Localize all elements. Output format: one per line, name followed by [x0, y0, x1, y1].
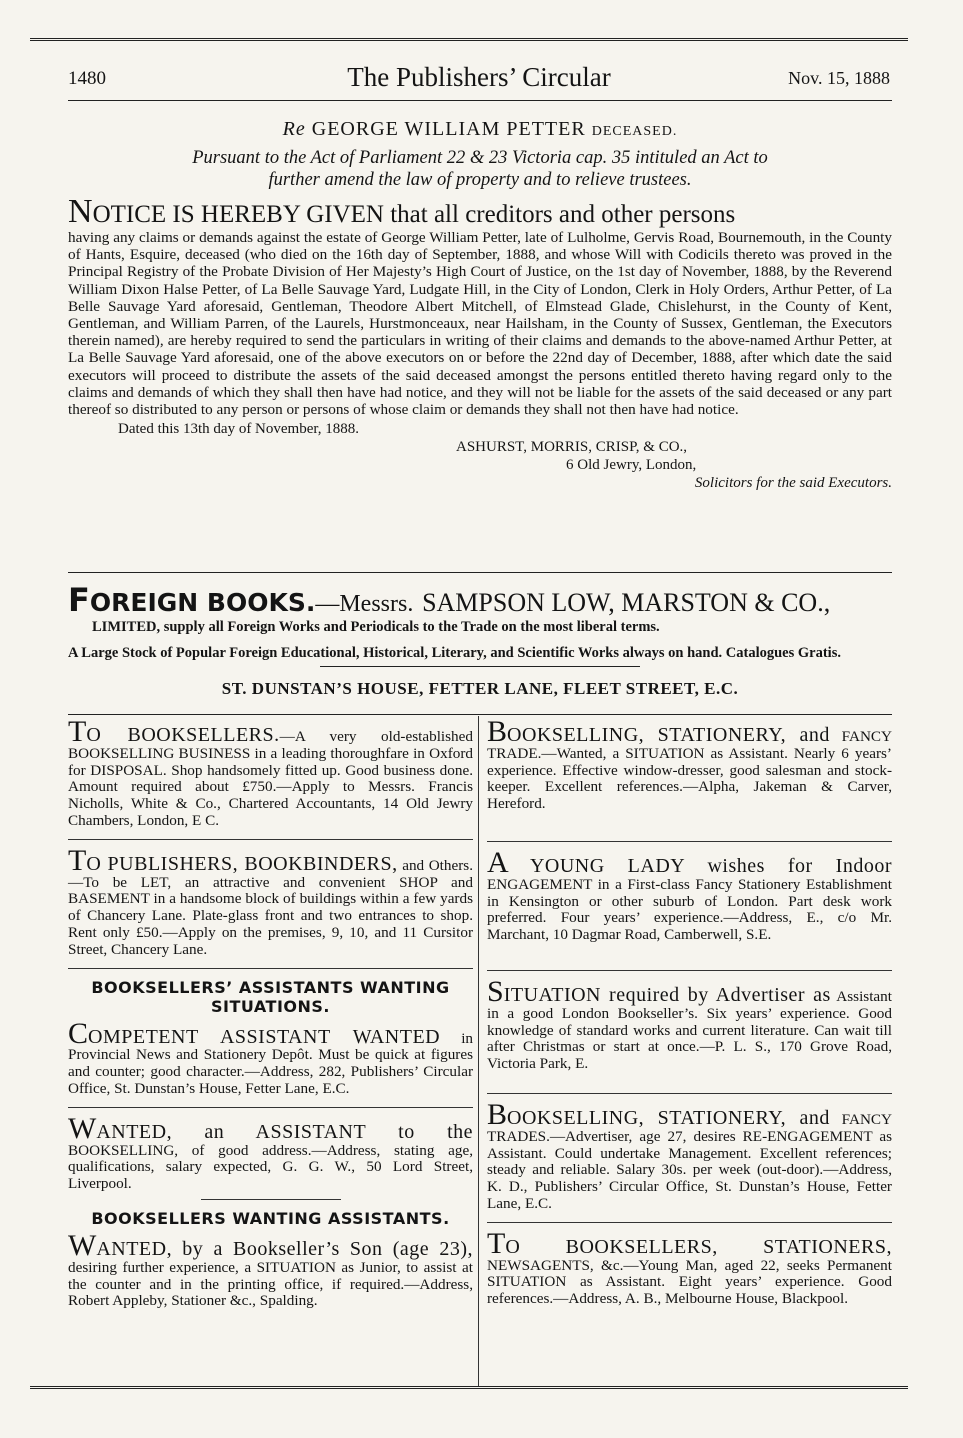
notice-dated: Dated this 13th day of November, 1888.: [118, 421, 360, 438]
ad-dropcap: A: [487, 845, 509, 879]
page-header: [68, 62, 890, 94]
notice-act-line1: Pursuant to the Act of Parliament 22 & 23 Victoria cap. 35 intituled an Act to: [192, 148, 768, 168]
ad-competent-assistant: [68, 1016, 474, 1098]
ad-text: in Provincial News and Stationery Depôt. Must be quick at figures and counter; good character.—Address, 282, Publishers’ Circular Office, St. Dunstan’s House, Fetter Lane, E.C.: [68, 1029, 474, 1097]
foreign-books-heading: [68, 581, 892, 619]
ad-heading: OMPETENT ASSISTANT WANTED: [88, 1025, 441, 1048]
notice-title: [68, 118, 892, 141]
ad-text: FANCY TRADES.—Advertiser, age 27, desires RE-ENGAGEMENT as Assistant. Could undertake Management. Excellent references; steady and reliable. Salary 30s. per week (out-door).—Address, K. D., Publishers’ Circular Office, St. Dunstan’s House, Fetter Lane, E.C.: [487, 1110, 893, 1212]
ad-fancy-trade-situation: [487, 715, 893, 813]
notice-body: having any claims or demands against the estate of George William Petter, late of Lulholme, Gervis Road, Bournemouth, in the County of Hants, Esquire, deceased (who died on the 16th day of September, 1888, and whose Will with Codicils thereto was proved in the Principal Registry of the Probate Division of Her Majesty’s High Court of Justice, on the 1st day of November, 1888, by the Reverend William Dixon Halse Petter, of La Belle Sauvage Yard, Ludgate Hill, in the City of London, Clerk in Holy Orders, Arthur Petter, of La Belle Sauvage Yard aforesaid, Gentleman, Theodore Albert Mitchell, of Elmstead Glade, Chislehurst, in the County of Kent, Gentleman, and William Parren, of the Laurels, Hurstmonceaux, near Hailsham, in the County of Sussex, Gentleman, the Executors therein named), are hereby required to send the particulars in writing of their claims and demands to the above-named Arthur Petter, at La Belle Sauvage Yard aforesaid, one of the above executors on or before the 22nd day of December, 1888, after which date the said executors will proceed to distribute the assets of the said deceased amongst the persons entitled thereto having regard only to the claims and demands of which they shall then have had notice, and they will not be liable for the assets of the said deceased or any part thereof so distributed to any person or persons of whose claim or demands they shall not then have had notice.: [68, 229, 892, 419]
ad-heading: OOKSELLING, STATIONERY, and: [507, 1106, 830, 1129]
ad-heading: ANTED, by a Bookseller’s Son (age 23),: [96, 1237, 473, 1260]
signature-address: 6 Old Jewry, London,: [566, 457, 697, 474]
ad-heading: O BOOKSELLERS.: [86, 724, 280, 746]
ad-re-engagement: [487, 1097, 893, 1213]
ad-text: NEWSAGENTS, &c.—Young Man, aged 22, seeks Permanent SITUATION as Assistant. Eight years’ experience. Good references.—Address, A. B., Melbourne House, Blackpool.: [487, 1256, 892, 1308]
ad-separator: [68, 839, 473, 840]
notice-deceased-name: GEORGE WILLIAM PETTER: [311, 118, 586, 140]
foreign-title: OREIGN BOOKS.: [89, 588, 316, 617]
notice-rule: [68, 572, 892, 573]
ad-newsagents: [487, 1226, 892, 1308]
ad-oxford-bookselling: [68, 715, 473, 830]
notice-deceased-label: DECEASED.: [591, 124, 678, 139]
foreign-books-ad: [68, 581, 892, 699]
issue-date: Nov. 15, 1888: [788, 68, 890, 88]
ad-separator: [68, 1107, 473, 1108]
ad-separator: [487, 841, 892, 842]
legal-notice: [68, 118, 892, 492]
ad-separator: [487, 970, 892, 971]
foreign-books-address: ST. DUNSTAN’S HOUSE, FETTER LANE, FLEET STREET, E.C.: [221, 679, 739, 698]
left-column: [68, 715, 474, 1310]
ad-heading: O BOOKSELLERS, STATIONERS,: [505, 1235, 892, 1258]
ad-wanted-assistant: [68, 1111, 473, 1193]
notice-re: Re: [282, 118, 306, 140]
header-rule: [68, 100, 892, 101]
columns-top-rule: [68, 714, 892, 715]
ad-dropcap: T: [487, 1226, 506, 1260]
ad-separator: [487, 1222, 892, 1223]
section-wanting-assistants: BOOKSELLERS WANTING ASSISTANTS.: [91, 1208, 450, 1228]
ad-booksellers-son: [68, 1228, 473, 1310]
ad-text: FANCY TRADE.—Wanted, a SITUATION as Assistant. Nearly 6 years’ experience. Effective window-dresser, good salesman and stock-keeper. Excellent references.—Alpha, Jakeman & Carver, Hereford.: [487, 728, 893, 813]
signature-firm: ASHURST, MORRIS, CRISP, & CO.,: [456, 439, 688, 456]
foreign-separator: [320, 666, 640, 667]
ad-text: —A very old-established BOOKSELLING BUSINESS in a leading thoroughfare in Oxford for DISPOSAL. Shop handsomely fitted up. Good business done. Amount required about £750.—Apply to Messrs. Francis Nicholls, White & Co., Chartered Accountants, 14 Old Jewry Chambers, London, E C.: [68, 728, 473, 829]
ad-heading: ITUATION required by Advertiser as: [503, 983, 831, 1006]
notice-act: [68, 147, 892, 191]
ad-dropcap: S: [487, 974, 504, 1008]
ad-dropcap: T: [68, 843, 87, 877]
ad-heading: OOKSELLING, STATIONERY, and: [507, 724, 830, 746]
section-assistants-wanting: BOOKSELLERS’ ASSISTANTS WANTING SITUATIONS.: [91, 977, 450, 1016]
ad-dropcap: C: [68, 1016, 89, 1050]
page-number: 1480: [68, 68, 106, 89]
foreign-firm: SAMPSON LOW, MARSTON & CO.,: [422, 588, 831, 617]
ad-young-lady: [487, 845, 892, 944]
ad-dropcap: T: [68, 715, 87, 748]
top-border-rule: [30, 38, 908, 41]
ad-separator: [487, 1093, 892, 1094]
foreign-books-line3: A Large Stock of Popular Foreign Educational, Historical, Literary, and Scientific Works always on hand. Catalogues Gratis.: [68, 645, 841, 661]
ad-text: ENGAGEMENT in a First-class Fancy Stationery Establishment in Kensington or other suburb of London. Part desk work preferred. Four years’ experience.—Address, E., c/o Mr. Marchant, 10 Dagmar Road, Camberwell, S.E.: [487, 875, 892, 944]
foreign-dropcap: F: [68, 581, 90, 619]
column-divider: [478, 716, 479, 1386]
notice-signature: [456, 438, 892, 492]
ad-text: BOOKSELLING, of good address.—Address, stating age, qualifications, salary expected, G. G. W., 50 Lord Street, Liverpool.: [68, 1141, 473, 1193]
ad-text: and Others.—To be LET, an attractive and convenient SHOP and BASEMENT in a handsome block of buildings within a few yards of Chancery Lane. Plate-glass front and two entrances to shop. Rent only £50.—Apply on the premises, 9, 10, and 11 Cursitor Street, Chancery Lane.: [68, 856, 474, 958]
ad-heading: ANTED, an ASSISTANT to the: [96, 1120, 473, 1143]
ad-dropcap: W: [68, 1228, 97, 1262]
ad-dropcap: W: [68, 1111, 97, 1145]
right-column: [487, 715, 893, 1308]
notice-heading: [68, 193, 892, 230]
publication-title: The Publishers’ Circular: [347, 62, 611, 92]
ad-dropcap: B: [487, 1097, 508, 1131]
bottom-border-rule: [30, 1386, 908, 1389]
ad-publishers-shop: [68, 843, 474, 959]
notice-dropcap: N: [68, 193, 93, 230]
foreign-books-line2: LIMITED, supply all Foreign Works and Periodicals to the Trade on the most liberal terms.: [92, 619, 660, 635]
ad-text: desiring further experience, a SITUATION as Junior, to assist at the counter and in the printing office, if required.—Address, Robert Appleby, Stationer &c., Spalding.: [68, 1258, 473, 1310]
ad-text: Assistant in a good London Bookseller’s. Six years’ experience. Good knowledge of standard works and current literature. Can wait till after Christmas or start at once.—P. L. S., 170 Grove Road, Victoria Park, E.: [487, 987, 892, 1073]
notice-act-line2: further amend the law of property and to relieve trustees.: [268, 170, 692, 190]
ad-dropcap: B: [487, 715, 508, 748]
signature-role: Solicitors for the said Executors.: [694, 475, 892, 492]
ad-separator: [68, 968, 473, 969]
ad-situation-required: [487, 974, 892, 1073]
ad-heading: O PUBLISHERS, BOOKBINDERS,: [86, 852, 398, 875]
ad-separator: [201, 1199, 341, 1200]
ad-heading: YOUNG LADY wishes for Indoor: [529, 854, 892, 877]
notice-heading-text: OTICE IS HEREBY GIVEN that all creditors and other persons: [92, 201, 736, 228]
foreign-messrs: —Messrs.: [315, 591, 414, 617]
